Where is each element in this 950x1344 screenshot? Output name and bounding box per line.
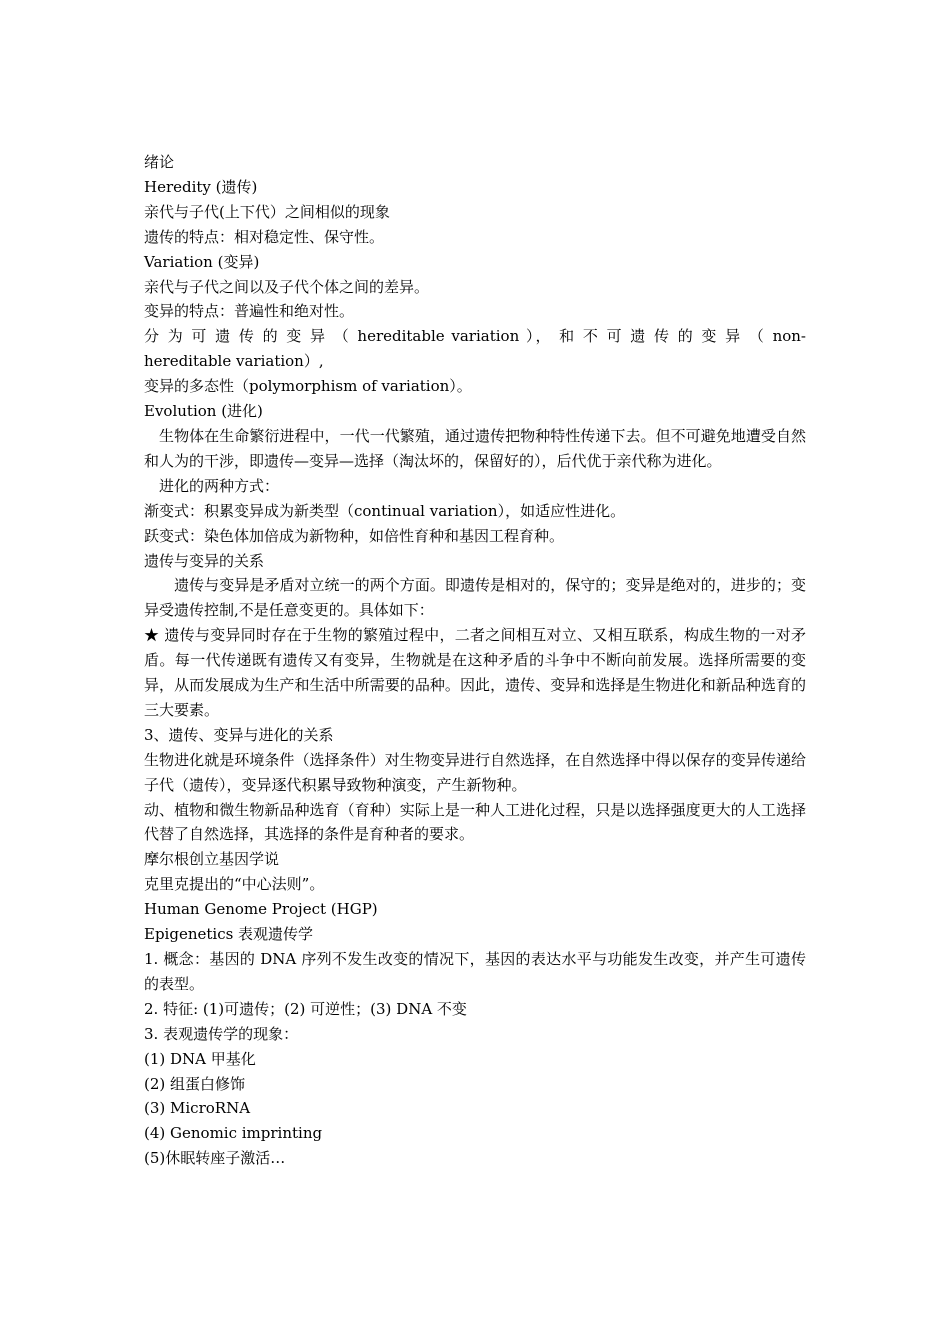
paragraph-variation-features: 变异的特点：普遍性和绝对性。 — [144, 302, 355, 321]
list-item-microrna: (3) MicroRNA — [144, 1099, 251, 1118]
paragraph-epigenetics-phenomena: 3. 表观遗传学的现象： — [144, 1024, 299, 1043]
paragraph-evolution-definition: 生物体在生命繁衍进程中，一代一代繁殖，通过遗传把物种特性传递下去。但不可避免地遭受自然和人为的干涉，即遗传—变异—选择（淘汰坏的，保留好的），后代优于亲代称为进化。 — [144, 426, 806, 470]
paragraph-artificial-selection: 动、植物和微生物新品种选育（育种）实际上是一种人工进化过程，只是以选择强度更大的人工选择代替了自然选择，其选择的条件是育种者的要求。 — [144, 800, 806, 844]
paragraph-crick: 克里克提出的“中心法则”。 — [144, 875, 325, 894]
list-item-genomic-imprinting: (4) Genomic imprinting — [144, 1124, 323, 1143]
paragraph-heredity-definition: 亲代与子代(上下代）之间相似的现象 — [144, 202, 390, 221]
heading-introduction: 绪论 — [144, 153, 175, 171]
paragraph-epigenetics-features: 2. 特征: (1)可遗传；(2) 可逆性；(3) DNA 不变 — [144, 999, 467, 1018]
paragraph-saltation-mode: 跃变式：染色体加倍成为新物种，如倍性育种和基因工程育种。 — [144, 526, 565, 545]
paragraph-natural-selection: 生物进化就是环境条件（选择条件）对生物变异进行自然选择，在自然选择中得以保存的变异传递给子代（遗传），变异逐代积累导致物种演变，产生新物种。 — [144, 750, 806, 794]
heading-evolution-relation: 3、遗传、变异与进化的关系 — [144, 725, 334, 744]
heading-epigenetics: Epigenetics 表观遗传学 — [144, 925, 314, 944]
heading-evolution: Evolution (进化) — [144, 402, 263, 421]
list-item-transposon-activation: (5)休眠转座子激活… — [144, 1149, 286, 1168]
paragraph-epigenetics-concept: 1. 概念：基因的 DNA 序列不发生改变的情况下，基因的表达水平与功能发生改变，并产生可遗传的表型。 — [144, 950, 806, 993]
paragraph-variation-types: 分 为 可 遗 传 的 变 异 （ hereditable variation ）， 和 不 可 遗 传 的 变 异 （ non-hereditable variation）, — [144, 327, 806, 371]
document-body — [144, 150, 806, 1171]
heading-heredity-variation-relation: 遗传与变异的关系 — [144, 551, 265, 570]
paragraph-relation-overview: 遗传与变异是矛盾对立统一的两个方面。即遗传是相对的，保守的；变异是绝对的，进步的；变异受遗传控制,不是任意变更的。具体如下： — [144, 576, 806, 620]
paragraph-variation-polymorphism: 变异的多态性（polymorphism of variation）。 — [144, 377, 472, 396]
paragraph-hgp: Human Genome Project (HGP) — [144, 900, 378, 919]
heading-variation: Variation (变异) — [144, 252, 260, 271]
paragraph-evolution-modes: 进化的两种方式： — [144, 476, 280, 495]
list-item-dna-methylation: (1) DNA 甲基化 — [144, 1049, 256, 1068]
paragraph-morgan: 摩尔根创立基因学说 — [144, 850, 280, 869]
paragraph-variation-definition: 亲代与子代之间以及子代个体之间的差异。 — [144, 277, 430, 296]
paragraph-gradual-mode: 渐变式：积累变异成为新类型（continual variation），如适应性进化。 — [144, 501, 626, 520]
heading-heredity: Heredity (遗传) — [144, 177, 258, 196]
list-item-histone-modification: (2) 组蛋白修饰 — [144, 1074, 246, 1093]
paragraph-heredity-features: 遗传的特点：相对稳定性、保守性。 — [144, 227, 385, 246]
paragraph-relation-star: ★ 遗传与变异同时存在于生物的繁殖过程中，二者之间相互对立、又相互联系，构成生物的一对矛盾。每一代传递既有遗传又有变异，生物就是在这种矛盾的斗争中不断向前发展。选择所需要的变异，从而发展成为生产和生活中所需要的品种。因此，遗传、变异和选择是生物进化和新品种选育的三大要素。 — [144, 626, 806, 719]
